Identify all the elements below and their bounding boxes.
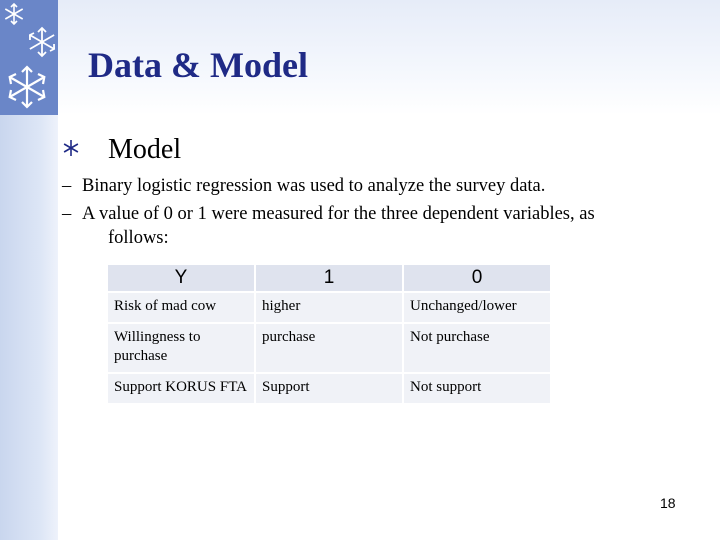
table-cell: Not support [404, 374, 550, 403]
header-cell-y: Y [108, 265, 254, 291]
table-row [108, 293, 550, 322]
snowflake-bullet-icon [62, 139, 80, 157]
table-cell: Not purchase [404, 324, 550, 372]
table-cell: higher [256, 293, 402, 322]
table-row [108, 324, 550, 372]
sub-bullet-text-continued: follows: [108, 228, 169, 248]
table-cell: Willingness to purchase [108, 324, 254, 372]
table-header-row [108, 265, 550, 291]
table-cell: Support KORUS FTA [108, 374, 254, 403]
dash-marker: – [62, 204, 72, 224]
snowflake-corner [0, 0, 58, 115]
table-cell: Unchanged/lower [404, 293, 550, 322]
header-cell-1: 1 [256, 265, 402, 291]
table-cell: Support [256, 374, 402, 403]
snowflake-icon [4, 64, 50, 110]
page-number: 18 [660, 495, 676, 511]
sub-bullet-text-wrap [82, 202, 662, 250]
snowflake-icon [2, 2, 26, 26]
snowflake-icon [26, 26, 58, 58]
table-cell: purchase [256, 324, 402, 372]
main-bullet-text: Model [108, 134, 182, 165]
dash-marker: – [62, 176, 72, 196]
table-row [108, 374, 550, 403]
dependent-variables-table [106, 263, 552, 405]
sub-bullet-text: A value of 0 or 1 were measured for the three dependent variables, as [82, 204, 595, 224]
sub-bullet-text: Binary logistic regression was used to analyze the survey data. [82, 176, 546, 196]
slide-title: Data & Model [88, 45, 308, 85]
header-cell-0: 0 [404, 265, 550, 291]
table-cell: Risk of mad cow [108, 293, 254, 322]
